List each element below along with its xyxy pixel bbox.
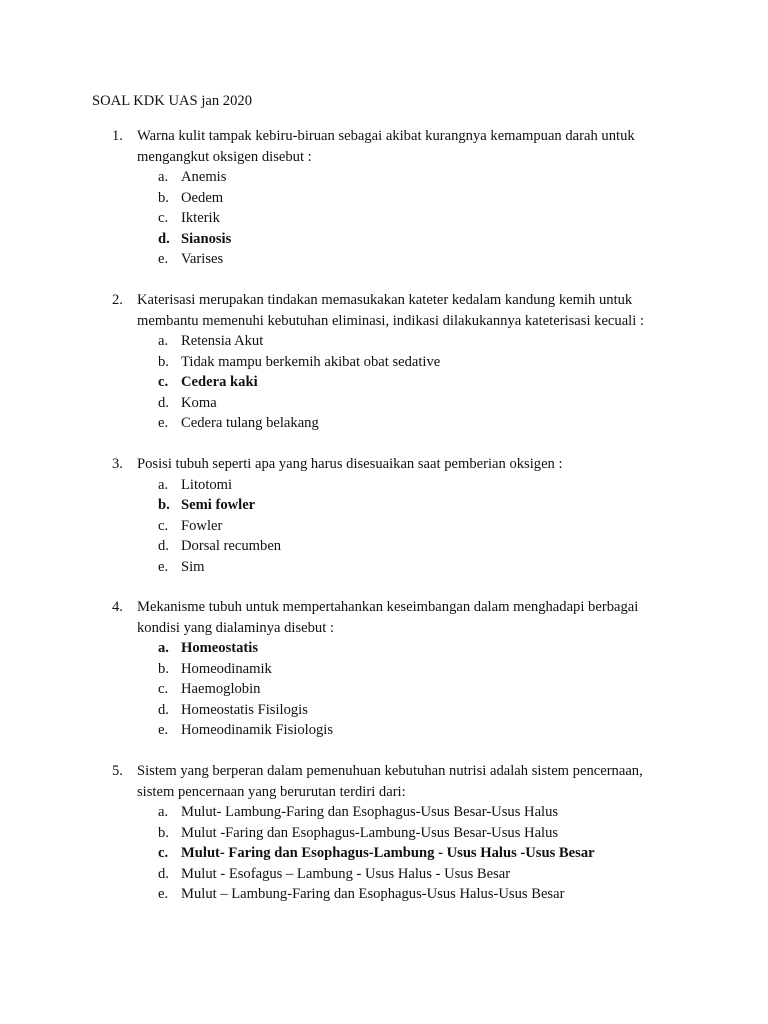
option-letter: e. — [158, 886, 169, 902]
question-number: 1. — [112, 128, 123, 144]
option-letter: a. — [158, 640, 169, 656]
option-text: Homeostatis Fisilogis — [181, 701, 308, 718]
option-letter: a. — [158, 333, 169, 349]
option-text: Retensia Akut — [181, 333, 264, 349]
question-number: 3. — [112, 456, 123, 472]
option-3e — [0, 557, 768, 578]
option-letter: d. — [158, 701, 169, 718]
option-4d — [0, 700, 768, 721]
option-letter: c. — [158, 374, 169, 390]
option-text: Mulut – Lambung-Faring dan Esophagus-Usus Halus-Usus Besar — [181, 886, 565, 902]
option-5c — [0, 843, 768, 864]
option-1d — [0, 229, 768, 250]
question-text: Mekanisme tubuh untuk mempertahankan keseimbangan dalam menghadapi berbagai kondisi yang dialaminya disebut : — [137, 599, 639, 636]
option-text: Mulut- Faring dan Esophagus-Lambung - Usus Halus -Usus Besar — [181, 845, 595, 861]
option-letter: b. — [158, 660, 169, 677]
option-3a — [0, 475, 768, 496]
option-text: Fowler — [181, 517, 223, 534]
option-4c — [0, 679, 768, 700]
option-4a — [0, 638, 768, 659]
option-text: Koma — [181, 394, 217, 411]
question-text: Katerisasi merupakan tindakan memasukakan kateter kedalam kandung kemih untuk membantu memenuhi kebutuhan eliminasi, indikasi dilakukannya kateterisasi kecuali : — [137, 292, 644, 329]
option-text: Anemis — [181, 169, 227, 185]
question-number: 2. — [112, 292, 123, 308]
option-text: Homeodinamik Fisiologis — [181, 722, 334, 738]
option-text: Sianosis — [181, 230, 232, 247]
option-5b — [0, 823, 768, 844]
option-text: Mulut - Esofagus – Lambung - Usus Halus - Usus Besar — [181, 865, 511, 882]
option-3c — [0, 516, 768, 537]
option-2a — [0, 331, 768, 352]
option-2c — [0, 372, 768, 393]
option-1b — [0, 188, 768, 209]
option-text: Mulut- Lambung-Faring dan Esophagus-Usus Besar-Usus Halus — [181, 804, 559, 820]
option-text: Varises — [181, 251, 224, 267]
option-5a — [0, 802, 768, 823]
option-2d — [0, 393, 768, 414]
option-5d — [0, 864, 768, 885]
option-letter: e. — [158, 558, 169, 575]
question-text: Posisi tubuh seperti apa yang harus disesuaikan saat pemberian oksigen : — [137, 456, 563, 472]
option-text: Litotomi — [181, 476, 233, 493]
option-text: Tidak mampu berkemih akibat obat sedative — [181, 353, 441, 370]
option-1c — [0, 208, 768, 229]
option-letter: d. — [158, 865, 169, 882]
document-title: SOAL KDK UAS jan 2020 — [92, 93, 252, 109]
option-text: Mulut -Faring dan Esophagus-Lambung-Usus Besar-Usus Halus — [181, 824, 559, 841]
option-3d — [0, 536, 768, 557]
option-1a — [0, 167, 768, 188]
option-letter: c. — [158, 517, 169, 534]
option-letter: e. — [158, 415, 169, 431]
option-1e — [0, 249, 768, 270]
option-2e — [0, 413, 768, 434]
option-letter: e. — [158, 722, 169, 738]
question-text: Warna kulit tampak kebiru-biruan sebagai akibat kurangnya kemampuan darah untuk mengangkut oksigen disebut : — [137, 128, 635, 165]
option-text: Ikterik — [181, 210, 220, 226]
option-letter: b. — [158, 189, 169, 206]
option-letter: c. — [158, 210, 169, 226]
option-text: Homeodinamik — [181, 660, 272, 677]
option-letter: e. — [158, 251, 169, 267]
question-number: 4. — [112, 599, 123, 615]
option-letter: b. — [158, 353, 169, 370]
option-text: Haemoglobin — [181, 681, 261, 697]
option-text: Cedera kaki — [181, 374, 258, 390]
option-letter: b. — [158, 497, 170, 513]
question-text: Sistem yang berperan dalam pemenuhuan kebutuhan nutrisi adalah sistem pencernaan, sistem pencernaan yang berurutan terdiri dari: — [137, 763, 643, 800]
option-text: Semi fowler — [181, 497, 256, 513]
option-text: Dorsal recumben — [181, 538, 282, 554]
option-text: Cedera tulang belakang — [181, 415, 319, 431]
option-2b — [0, 352, 768, 373]
option-letter: d. — [158, 230, 170, 247]
option-letter: a. — [158, 804, 169, 820]
option-text: Sim — [181, 558, 205, 575]
option-letter: b. — [158, 824, 169, 841]
option-4b — [0, 659, 768, 680]
question-number: 5. — [112, 763, 123, 779]
option-3b — [0, 495, 768, 516]
option-letter: c. — [158, 681, 169, 697]
option-text: Homeostatis — [181, 640, 259, 656]
option-letter: c. — [158, 845, 169, 861]
option-letter: a. — [158, 476, 169, 493]
option-text: Oedem — [181, 189, 224, 206]
option-letter: a. — [158, 169, 169, 185]
option-letter: d. — [158, 394, 169, 411]
option-4e — [0, 720, 768, 741]
option-letter: d. — [158, 538, 169, 554]
option-5e — [0, 884, 768, 905]
